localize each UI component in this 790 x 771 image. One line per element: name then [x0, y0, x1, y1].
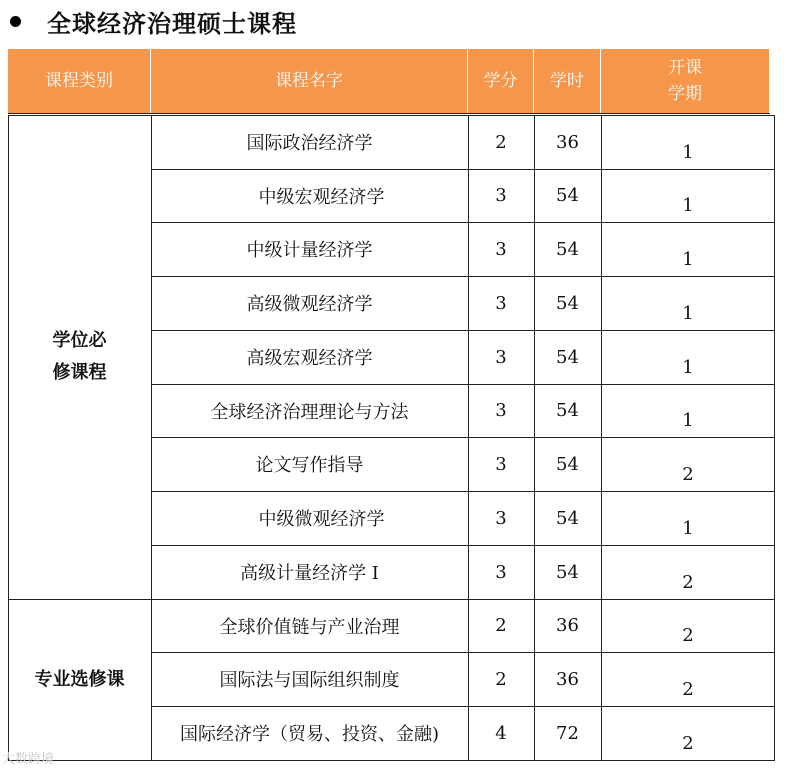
credits-cell: 3 — [495, 292, 507, 314]
semester-cell: 2 — [682, 571, 694, 593]
grid-line-horizontal — [151, 652, 775, 653]
semester-cell: 1 — [682, 517, 694, 539]
hours-cell: 54 — [556, 453, 579, 475]
course-name-cell: 全球价值链与产业治理 — [219, 616, 400, 638]
category-cell — [8, 115, 151, 599]
category-label: 学位必 — [52, 330, 107, 351]
hours-cell: 54 — [556, 292, 579, 314]
watermark: 大数跨境 — [2, 752, 55, 767]
credits-cell: 2 — [495, 615, 507, 636]
course-name-cell: 国际政治经济学 — [246, 133, 373, 154]
header-hours: 学时 — [534, 49, 601, 113]
course-name-cell: 论文写作指导 — [255, 455, 364, 476]
credits-cell: 3 — [495, 346, 507, 368]
semester-cell: 2 — [682, 625, 694, 646]
semester-cell: 2 — [682, 678, 694, 700]
semester-cell: 1 — [682, 141, 694, 163]
course-name-cell: 高级微观经济学 — [246, 294, 373, 315]
credits-cell: 3 — [495, 561, 507, 583]
semester-cell: 1 — [682, 248, 694, 270]
semester-cell: 1 — [682, 356, 694, 378]
credits-cell: 4 — [495, 722, 507, 744]
course-name-cell: 国际经济学（贸易、投资、金融) — [179, 724, 440, 745]
category-label: 修课程 — [52, 362, 107, 383]
credits-cell: 3 — [495, 238, 507, 260]
hours-cell: 36 — [556, 615, 579, 636]
header-bottom-line — [8, 113, 770, 114]
hours-cell: 36 — [556, 668, 579, 690]
grid-line-horizontal — [151, 169, 775, 170]
course-name-cell: 高级宏观经济学 — [246, 348, 373, 369]
grid-line-horizontal — [8, 599, 775, 600]
grid-line-horizontal — [151, 330, 775, 331]
grid-line-horizontal — [8, 115, 775, 116]
course-name-cell: 中级宏观经济学 — [258, 186, 385, 208]
credits-cell: 2 — [495, 131, 507, 153]
grid-line-horizontal — [151, 706, 775, 707]
bullet-icon — [10, 16, 21, 27]
credits-cell: 2 — [495, 668, 507, 690]
course-name-cell: 高级计量经济学 I — [240, 563, 379, 584]
header-course-name: 课程名字 — [151, 49, 468, 113]
category-cell — [8, 599, 151, 760]
course-name-cell: 全球经济治理理论与方法 — [210, 401, 409, 423]
semester-cell: 1 — [682, 410, 694, 431]
grid-line-horizontal — [151, 491, 775, 492]
grid-line-horizontal — [151, 384, 775, 385]
hours-cell: 54 — [556, 185, 579, 206]
semester-cell: 2 — [682, 463, 694, 485]
semester-cell: 1 — [682, 302, 694, 324]
page-title: 全球经济治理硕士课程 — [47, 8, 297, 38]
credits-cell: 3 — [495, 400, 507, 421]
credits-cell: 3 — [495, 453, 507, 475]
category-label: 专业选修课 — [34, 668, 125, 690]
grid-line-horizontal — [151, 276, 775, 277]
credits-cell: 3 — [495, 507, 507, 529]
section-heading — [6, 4, 297, 38]
credits-cell: 3 — [495, 185, 507, 206]
course-name-cell: 中级计量经济学 — [246, 240, 373, 261]
hours-cell: 54 — [556, 507, 579, 529]
grid-line-vertical — [8, 115, 9, 760]
header-credits: 学分 — [468, 49, 534, 113]
grid-line-horizontal — [8, 760, 775, 761]
course-name-cell: 国际法与国际组织制度 — [219, 670, 400, 691]
hours-cell: 36 — [556, 131, 579, 153]
grid-line-horizontal — [151, 545, 775, 546]
hours-cell: 54 — [556, 346, 579, 368]
hours-cell: 54 — [556, 400, 579, 421]
hours-cell: 54 — [556, 238, 579, 260]
semester-cell: 2 — [682, 732, 694, 754]
hours-cell: 72 — [556, 722, 579, 744]
grid-line-horizontal — [151, 222, 775, 223]
semester-cell: 1 — [682, 195, 694, 216]
hours-cell: 54 — [556, 561, 579, 583]
grid-line-horizontal — [151, 437, 775, 438]
course-name-cell: 中级微观经济学 — [258, 509, 385, 530]
header-category: 课程类别 — [8, 49, 151, 113]
header-semester: 开课 学期 — [601, 49, 770, 113]
